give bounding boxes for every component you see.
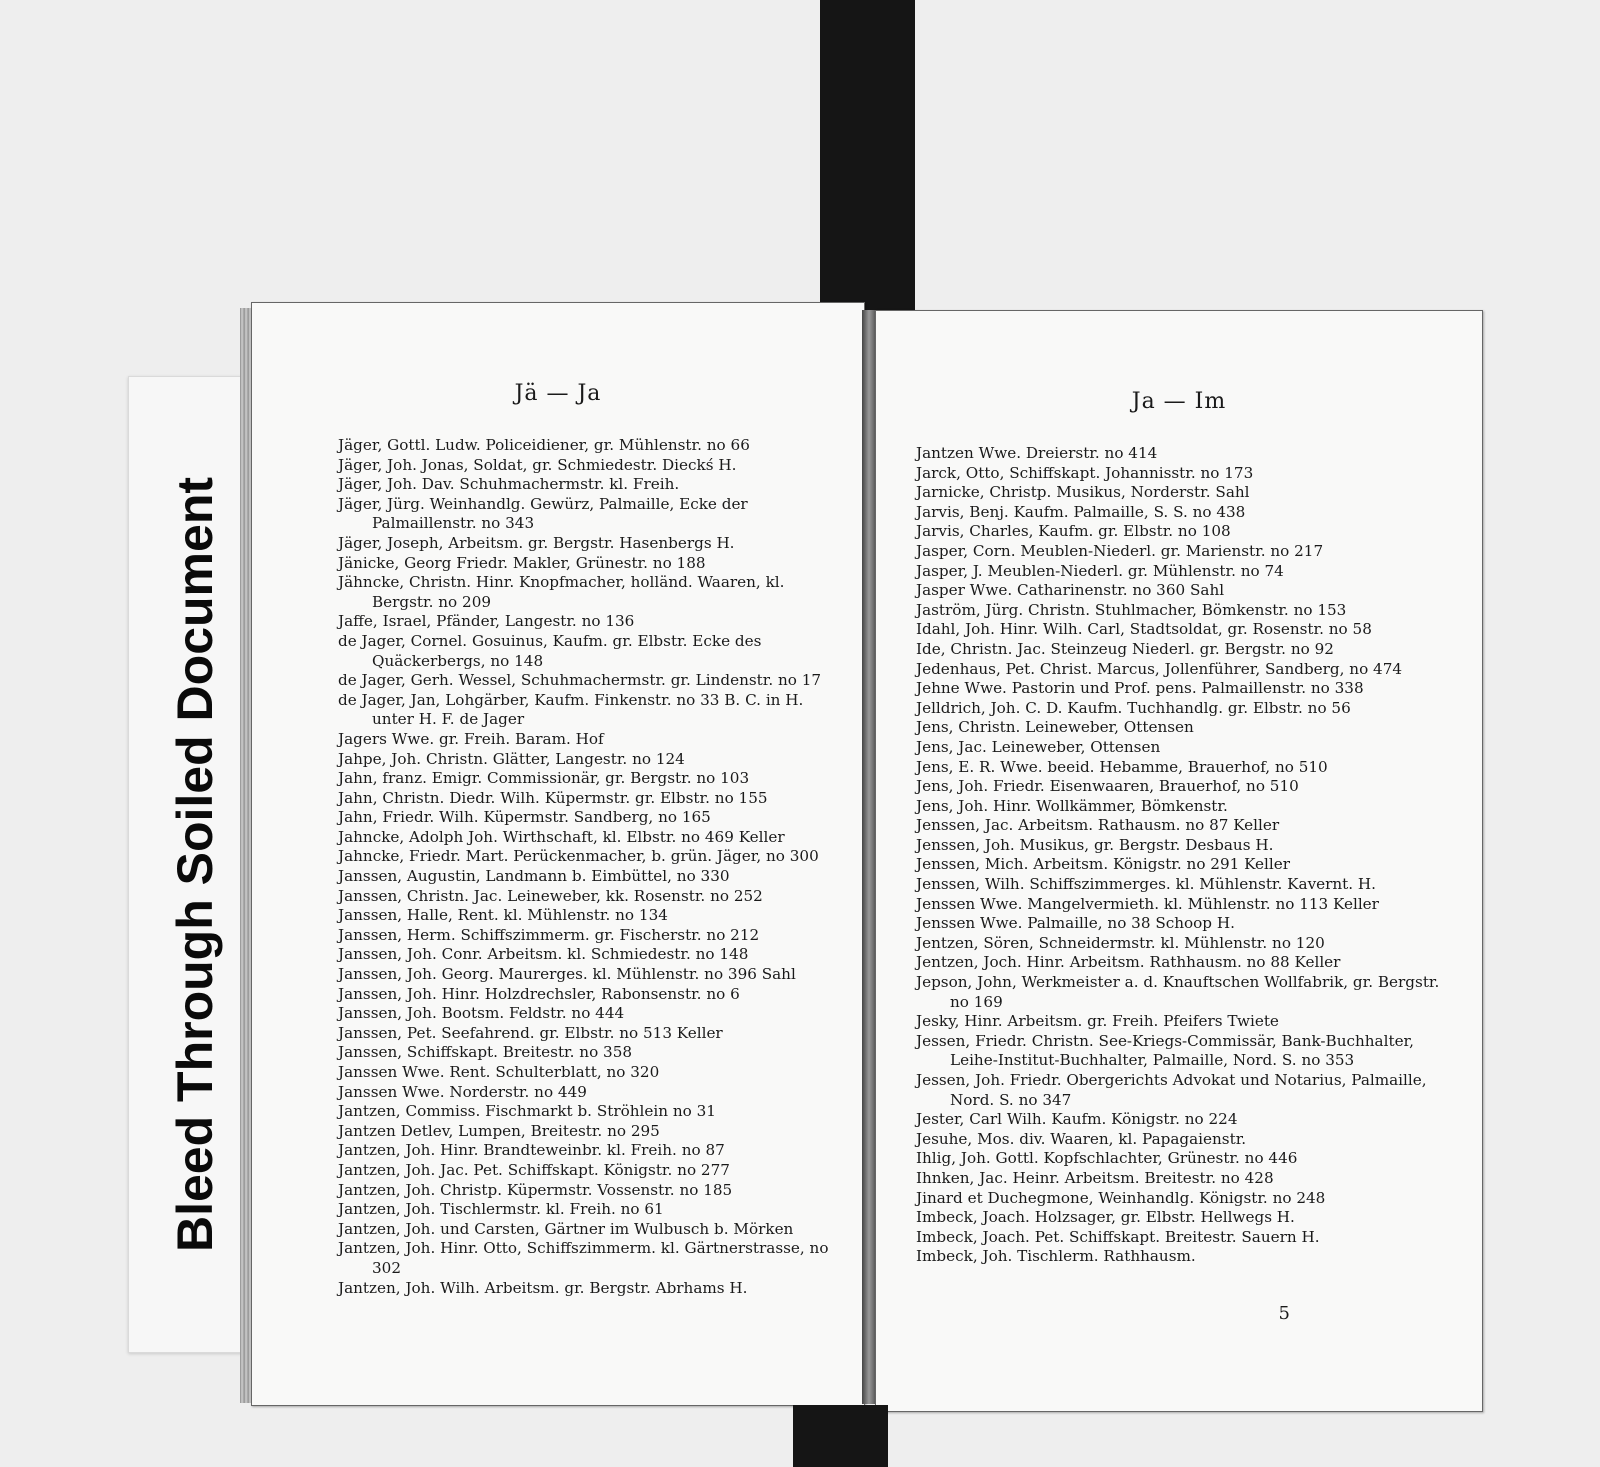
directory-entry: Jenssen Wwe. Palmaille, no 38 Schoop H. — [916, 914, 1235, 933]
directory-entry: Janssen Wwe. Rent. Schulterblatt, no 320 — [338, 1063, 660, 1081]
document-label-text: Bleed Through Soiled Document — [167, 476, 223, 1253]
directory-entry: Jedenhaus, Pet. Christ. Marcus, Jollenführer, Sandberg, no 474 — [916, 659, 1403, 678]
directory-entry: Jantzen, Commiss. Fischmarkt b. Ströhlein no 31 — [338, 1102, 716, 1121]
directory-entry: Jester, Carl Wilh. Kaufm. Königstr. no 224 — [916, 1110, 1238, 1129]
directory-entry: Janssen, Herm. Schiffszimmerm. gr. Fischerstr. no 212 — [338, 925, 760, 944]
directory-entry: Jessen, Joh. Friedr. Obergerichts Advokat und Notarius, Palmaille, Nord. S. no 347 — [916, 1071, 1427, 1109]
directory-entry: Janssen, Joh. Bootsm. Feldstr. no 444 — [338, 1004, 625, 1023]
directory-entry: Jantzen, Joh. Jac. Pet. Schiffskapt. Königstr. no 277 — [338, 1160, 730, 1179]
directory-entry: Imbeck, Joh. Tischlerm. Rathhausm. — [916, 1247, 1196, 1266]
left-page-header: Jä — Ja — [514, 381, 602, 406]
directory-entry: Jens, Jac. Leineweber, Ottensen — [916, 737, 1161, 756]
directory-entry: Jahpe, Joh. Christn. Glätter, Langestr. no 124 — [338, 749, 685, 768]
directory-entry: Jantzen, Joh. Wilh. Arbeitsm. gr. Bergstr. Abrhams H. — [338, 1278, 748, 1297]
directory-entry: Jens, Joh. Hinr. Wollkämmer, Bömkenstr. — [916, 796, 1228, 815]
directory-entry: Jähncke, Christn. Hinr. Knopfmacher, holländ. Waaren, kl. Bergstr. no 209 — [338, 573, 785, 611]
right-page — [875, 310, 1483, 1412]
directory-entry: Janssen, Joh. Hinr. Holzdrechsler, Rabonsenstr. no 6 — [338, 984, 740, 1003]
directory-entry: Jäger, Gottl. Ludw. Policeidiener, gr. Mühlenstr. no 66 — [338, 436, 750, 454]
right-page-header: Ja — Im — [1131, 389, 1227, 414]
directory-entry: Jantzen, Joh. Tischlermstr. kl. Freih. no 61 — [338, 1200, 664, 1219]
left-page — [251, 302, 865, 1406]
directory-entry: Imbeck, Joach. Pet. Schiffskapt. Breitestr. Sauern H. — [916, 1227, 1320, 1246]
directory-entry: Jenssen, Wilh. Schiffszimmerges. kl. Mühlenstr. Kavernt. H. — [916, 875, 1377, 894]
directory-entry: Jesuhe, Mos. div. Waaren, kl. Papagaienstr. — [916, 1129, 1247, 1148]
directory-entry: Jarnicke, Christp. Musikus, Norderstr. Sahl — [916, 483, 1250, 502]
directory-entry: Jaffe, Israel, Pfänder, Langestr. no 136 — [338, 612, 635, 631]
directory-entry: Jasper, J. Meublen-Niederl. gr. Mühlenstr. no 74 — [916, 561, 1284, 580]
directory-entry: Jelldrich, Joh. C. D. Kaufm. Tuchhandlg. gr. Elbstr. no 56 — [916, 698, 1351, 717]
directory-entry: Jantzen Wwe. Dreierstr. no 414 — [916, 444, 1158, 462]
directory-entry: Jenssen Wwe. Mangelvermieth. kl. Mühlenstr. no 113 Keller — [916, 894, 1379, 913]
directory-entry: Jasper Wwe. Catharinenstr. no 360 Sahl — [916, 581, 1225, 600]
directory-entry: Janssen, Schiffskapt. Breitestr. no 358 — [338, 1043, 633, 1062]
directory-entry: Jantzen, Joh. Hinr. Brandteweinbr. kl. Freih. no 87 — [338, 1141, 725, 1160]
directory-entry: Ihnken, Jac. Heinr. Arbeitsm. Breitestr. no 428 — [916, 1168, 1274, 1187]
directory-entry: Jahncke, Adolph Joh. Wirthschaft, kl. Elbstr. no 469 Keller — [338, 827, 785, 846]
directory-entry: Jarvis, Benj. Kaufm. Palmaille, S. S. no 438 — [916, 502, 1246, 521]
directory-entry: Jänicke, Georg Friedr. Makler, Grünestr. no 188 — [338, 553, 706, 572]
left-page-entries — [338, 436, 838, 1298]
directory-entry: Janssen, Joh. Conr. Arbeitsm. kl. Schmiedestr. no 148 — [338, 945, 749, 964]
directory-entry: Jantzen, Joh. Hinr. Otto, Schiffszimmerm. kl. Gärtnerstrasse, no 302 — [338, 1239, 829, 1277]
directory-entry: Jahn, Christn. Diedr. Wilh. Küpermstr. gr. Elbstr. no 155 — [338, 788, 768, 807]
directory-entry: Jarck, Otto, Schiffskapt. Johannisstr. no 173 — [916, 463, 1254, 482]
black-strap-bottom — [793, 1405, 888, 1467]
book-gutter — [862, 310, 876, 1404]
directory-entry: Janssen, Augustin, Landmann b. Eimbüttel, no 330 — [338, 867, 730, 886]
directory-entry: Jenssen, Joh. Musikus, gr. Bergstr. Desbaus H. — [916, 835, 1274, 854]
directory-entry: Jenssen, Mich. Arbeitsm. Königstr. no 291 Keller — [916, 855, 1291, 874]
directory-entry: Janssen, Pet. Seefahrend. gr. Elbstr. no 513 Keller — [338, 1023, 723, 1042]
directory-entry: Jaström, Jürg. Christn. Stuhlmacher, Bömkenstr. no 153 — [916, 600, 1347, 619]
directory-entry: de Jager, Gerh. Wessel, Schuhmachermstr. gr. Lindenstr. no 17 — [338, 671, 822, 690]
directory-entry: de Jager, Cornel. Gosuinus, Kaufm. gr. Elbstr. Ecke des Quäckerbergs, no 148 — [338, 631, 762, 670]
directory-entry: Jahn, franz. Emigr. Commissionär, gr. Bergstr. no 103 — [338, 769, 750, 788]
directory-entry: Jenssen, Jac. Arbeitsm. Rathausm. no 87 Keller — [916, 816, 1280, 835]
directory-entry: Jantzen Detlev, Lumpen, Breitestr. no 295 — [338, 1121, 660, 1140]
directory-entry: Jagers Wwe. gr. Freih. Baram. Hof — [338, 729, 604, 748]
directory-entry: Imbeck, Joach. Holzsager, gr. Elbstr. Hellwegs H. — [916, 1208, 1295, 1227]
directory-entry: Jarvis, Charles, Kaufm. gr. Elbstr. no 108 — [916, 522, 1231, 541]
directory-entry: Jens, E. R. Wwe. beeid. Hebamme, Brauerhof, no 510 — [916, 757, 1328, 776]
directory-entry: Jehne Wwe. Pastorin und Prof. pens. Palmaillenstr. no 338 — [916, 679, 1364, 698]
directory-entry: Janssen, Christn. Jac. Leineweber, kk. Rosenstr. no 252 — [338, 886, 763, 905]
directory-entry: Jantzen, Joh. Christp. Küpermstr. Vossenstr. no 185 — [338, 1180, 733, 1199]
page-number: 5 — [1278, 1303, 1290, 1324]
directory-entry: Ihlig, Joh. Gottl. Kopfschlachter, Grünestr. no 446 — [916, 1149, 1298, 1168]
directory-entry: Jessen, Friedr. Christn. See-Kriegs-Commissär, Bank-Buchhalter, Leihe-Institut-Buchhalter, Palmaille, Nord. S. no 353 — [916, 1031, 1414, 1070]
directory-entry: Jäger, Joh. Jonas, Soldat, gr. Schmiedestr. Dieckś H. — [338, 455, 737, 474]
directory-entry: Idahl, Joh. Hinr. Wilh. Carl, Stadtsoldat, gr. Rosenstr. no 58 — [916, 620, 1372, 639]
directory-entry: Jepson, John, Werkmeister a. d. Knauftschen Wollfabrik, gr. Bergstr. no 169 — [916, 973, 1440, 1011]
directory-entry: Janssen, Joh. Georg. Maurerges. kl. Mühlenstr. no 396 Sahl — [338, 965, 796, 984]
directory-entry: Jasper, Corn. Meublen-Niederl. gr. Marienstr. no 217 — [916, 541, 1324, 560]
directory-entry: Ide, Christn. Jac. Steinzeug Niederl. gr. Bergstr. no 92 — [916, 639, 1334, 658]
black-strap-top — [820, 0, 915, 320]
directory-entry: Jesky, Hinr. Arbeitsm. gr. Freih. Pfeifers Twiete — [916, 1012, 1279, 1031]
directory-entry: Jahncke, Friedr. Mart. Perückenmacher, b. grün. Jäger, no 300 — [338, 847, 819, 866]
directory-entry: Janssen Wwe. Norderstr. no 449 — [338, 1082, 587, 1101]
directory-entry: de Jager, Jan, Lohgärber, Kaufm. Finkenstr. no 33 B. C. in H. unter H. F. de Jager — [338, 690, 804, 729]
directory-entry: Jentzen, Joch. Hinr. Arbeitsm. Rathhausm. no 88 Keller — [916, 953, 1341, 972]
directory-entry: Jäger, Joh. Dav. Schuhmachermstr. kl. Freih. — [338, 475, 680, 494]
directory-entry: Jinard et Duchegmone, Weinhandlg. Königstr. no 248 — [916, 1188, 1326, 1207]
directory-entry: Janssen, Halle, Rent. kl. Mühlenstr. no 134 — [338, 906, 668, 925]
directory-entry: Jentzen, Sören, Schneidermstr. kl. Mühlenstr. no 120 — [916, 933, 1325, 952]
directory-entry: Jens, Joh. Friedr. Eisenwaaren, Brauerhof, no 510 — [916, 777, 1299, 796]
directory-entry: Jantzen, Joh. und Carsten, Gärtner im Wulbusch b. Mörken — [338, 1219, 794, 1238]
right-page-entries — [916, 444, 1451, 1267]
directory-entry: Jahn, Friedr. Wilh. Küpermstr. Sandberg, no 165 — [338, 808, 711, 827]
directory-entry: Jäger, Joseph, Arbeitsm. gr. Bergstr. Hasenbergs H. — [338, 533, 735, 552]
directory-entry: Jäger, Jürg. Weinhandlg. Gewürz, Palmaille, Ecke der Palmaillenstr. no 343 — [338, 494, 748, 533]
directory-entry: Jens, Christn. Leineweber, Ottensen — [916, 718, 1194, 737]
